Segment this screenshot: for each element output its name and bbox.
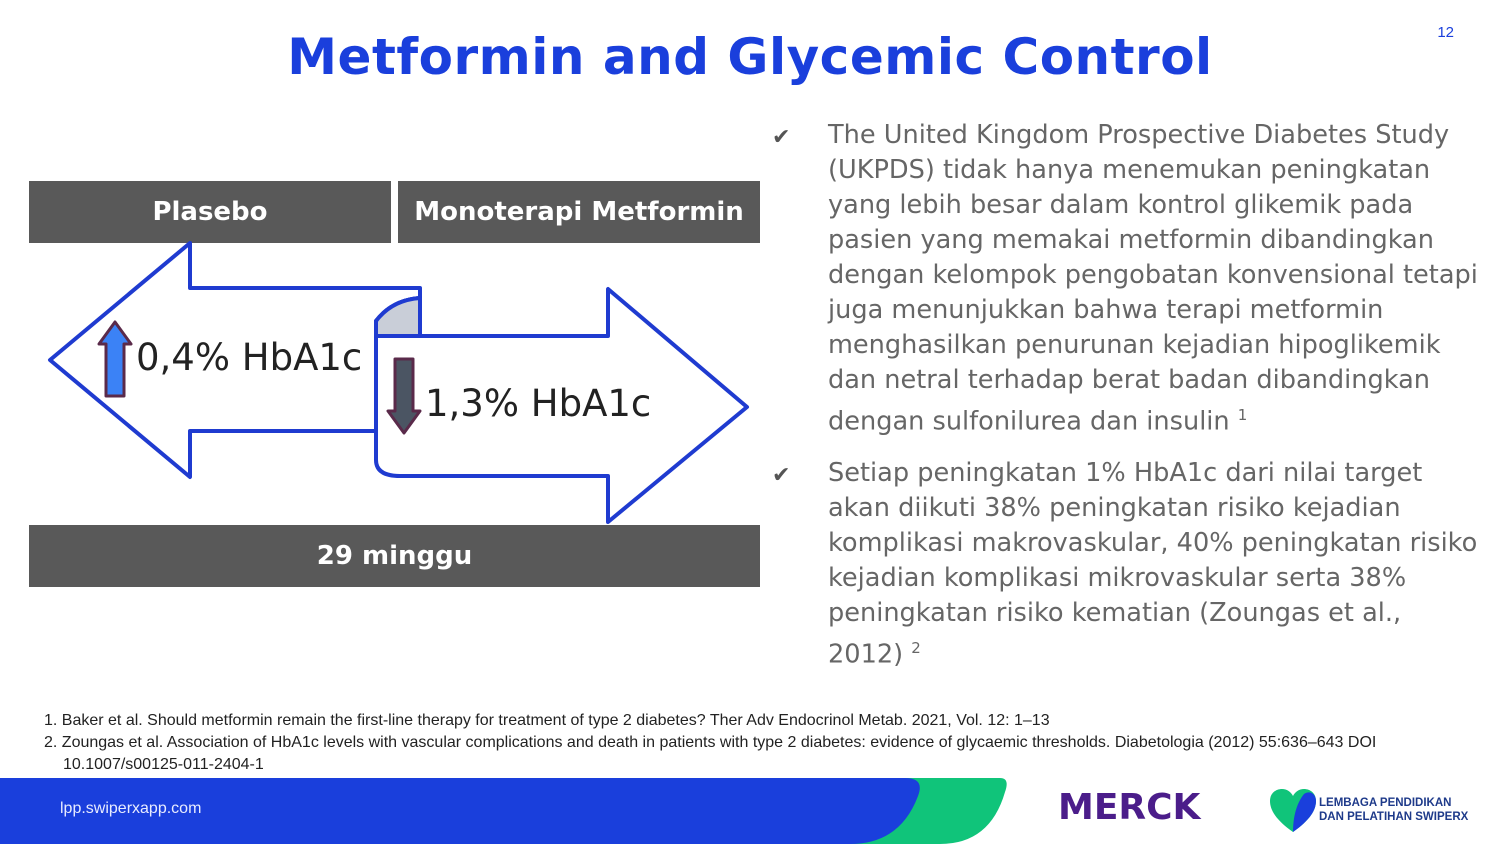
lpp-heart-icon	[1268, 788, 1318, 834]
references	[44, 710, 1474, 776]
metformin-label: Monoterapi Metformin	[414, 197, 744, 227]
lpp-logo-line1: LEMBAGA PENDIDIKAN	[1319, 797, 1452, 809]
reference-item: 2. Zoungas et al. Association of HbA1c levels with vascular complications and death in patients with type 2 diabetes: evidence of glycaemic thresholds. Diabetologia (2012) 55:636–643 DOI 10.1007/s00125-011-2404-1	[44, 734, 1377, 773]
lpp-logo-line2: DAN PELATIHAN SWIPERX	[1319, 811, 1469, 823]
placebo-value: 0,4% HbA1c	[136, 336, 363, 379]
check-icon: ✔	[772, 462, 791, 488]
footnote-mark: 1	[1237, 406, 1248, 424]
footer-url[interactable]: lpp.swiperxapp.com	[60, 800, 202, 817]
bullet-list	[772, 118, 1482, 688]
page-number: 12	[1437, 24, 1454, 41]
metformin-value: 1,3% HbA1c	[425, 382, 652, 425]
lpp-logo-text	[1319, 796, 1468, 824]
placebo-label: Plasebo	[152, 197, 268, 227]
bullet-item	[772, 456, 1482, 673]
bullet-text: Setiap peningkatan 1% HbA1c dari nilai target akan diikuti 38% peningkatan risiko kejadian komplikasi makrovaskular, 40% peningkatan risiko kejadian komplikasi mikrovaskular serta 38% peningkatan risiko kematian (Zoungas et al., 2012)	[828, 457, 1478, 670]
bullet-item	[772, 118, 1482, 440]
check-icon: ✔	[772, 125, 791, 150]
merck-logo	[1058, 786, 1243, 826]
merck-logo-text: MERCK	[1058, 787, 1201, 826]
duration-bar	[29, 525, 760, 587]
reference-item: 1. Baker et al. Should metformin remain the first-line therapy for treatment of type 2 diabetes? Ther Adv Endocrinol Metab. 2021, Vol. 12: 1–13	[44, 712, 1050, 729]
footnote-mark: 2	[911, 638, 921, 657]
page-title: Metformin and Glycemic Control	[287, 28, 1213, 86]
bullet-text: The United Kingdom Prospective Diabetes Study (UKPDS) tidak hanya menemukan peningkatan yang lebih besar dalam kontrol glikemik pada pasien yang memakai metformin dibandingkan dengan kelompok pengobatan konvensional tetapi juga menunjukkan bahwa terapi metformin menghasilkan penurunan kejadian hipoglikemik dan netral terhadap berat badan dibandingkan dengan sulfonilurea dan insulin	[828, 120, 1478, 437]
duration-label: 29 minggu	[316, 541, 473, 571]
